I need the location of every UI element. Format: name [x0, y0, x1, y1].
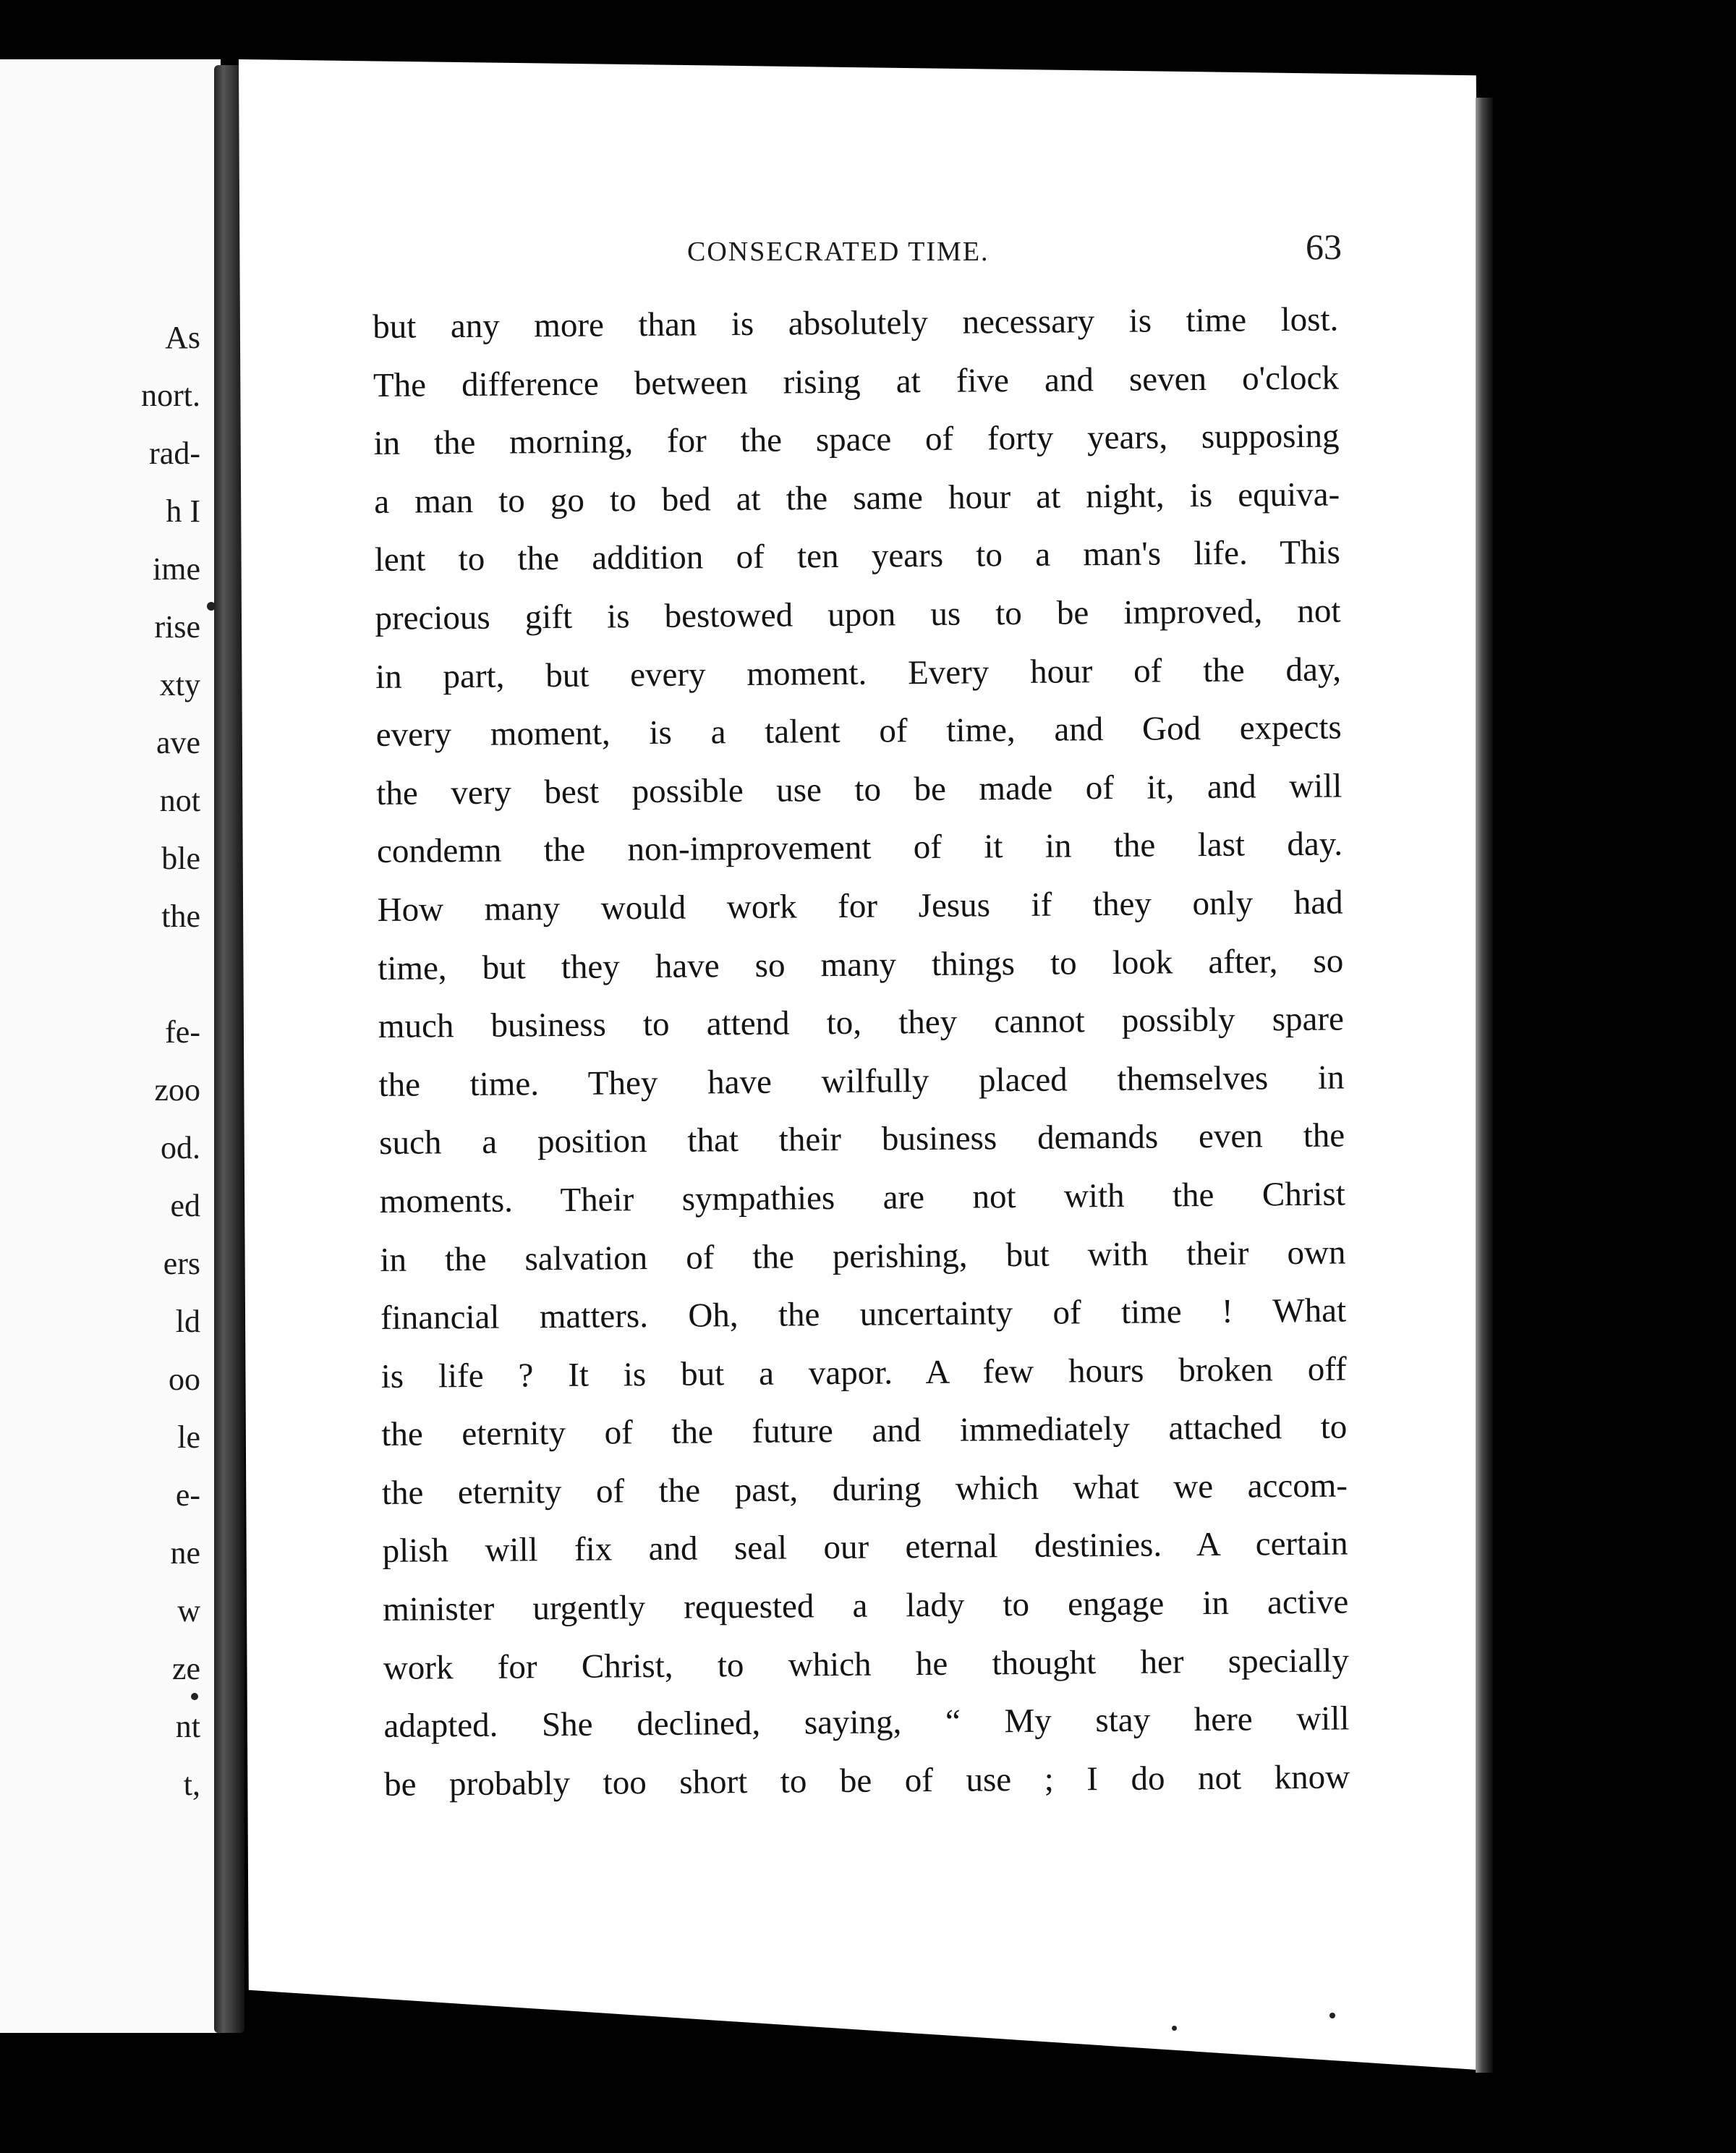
ink-speck	[1172, 2026, 1177, 2031]
running-head: CONSECRATED TIME.	[687, 237, 990, 267]
facing-page-fragment: e-	[175, 1477, 200, 1513]
text-line: the time. They have wilfully placed themselves in	[378, 1058, 1345, 1104]
text-line: in the morning, for the space of forty years, supposing	[373, 417, 1340, 463]
facing-page-fragment: ime	[153, 551, 200, 587]
facing-page-fragment: rise	[154, 609, 200, 645]
text-line: The difference between rising at five and seven o'clock	[373, 359, 1340, 404]
ink-speck	[191, 1693, 198, 1700]
facing-page-fragment: le	[177, 1419, 200, 1455]
facing-page-fragment: ne	[170, 1535, 200, 1571]
text-line: be probably too short to be of use ; I do not know	[383, 1758, 1350, 1804]
text-line: in part, but every moment. Every hour of the day,	[375, 650, 1342, 696]
facing-page-fragment: ld	[175, 1304, 200, 1339]
text-line: the very best possible use to be made of it, and will	[376, 767, 1343, 812]
facing-page-fragment: nt	[175, 1709, 200, 1744]
facing-page-fragment: h I	[166, 493, 200, 529]
text-line: work for Christ, to which he thought her specially	[383, 1642, 1350, 1687]
text-line: moments. Their sympathies are not with the Christ	[379, 1175, 1345, 1220]
facing-page-text-column	[141, 309, 200, 1814]
facing-page-fragment: not	[159, 783, 200, 818]
facing-page-fragment: ers	[163, 1246, 200, 1281]
facing-page-fragment: ble	[161, 841, 200, 876]
ink-speck	[207, 602, 216, 611]
facing-page-fragment: ave	[156, 725, 200, 760]
page-edge-shadow	[1476, 98, 1493, 2073]
text-line: such a position that their business demands even the	[378, 1116, 1345, 1163]
facing-page-fragment: the	[161, 899, 200, 934]
facing-page-fragment: zoo	[154, 1072, 200, 1108]
text-line: much business to attend to, they cannot possibly spare	[378, 1000, 1345, 1046]
text-line: the eternity of the future and immediately attached to	[381, 1408, 1348, 1454]
text-line: lent to the addition of ten years to a man's life. This	[374, 533, 1341, 579]
facing-page-fragment: ed	[170, 1188, 200, 1223]
page-header	[387, 226, 1342, 276]
text-line: every moment, is a talent of time, and God expects	[375, 708, 1342, 755]
facing-page-fragment: oo	[169, 1362, 200, 1397]
page-number: 63	[1306, 226, 1342, 267]
facing-page-fragment: fe-	[165, 1014, 200, 1050]
text-line: condemn the non-improvement of it in the last day.	[376, 825, 1343, 871]
facing-page-fragment: xty	[159, 667, 200, 702]
facing-page-fragment: ze	[171, 1651, 200, 1686]
text-line: precious gift is bestowed upon us to be improved, not	[375, 592, 1341, 637]
facing-page-fragment: As	[165, 320, 200, 355]
text-line: time, but they have so many things to look after, so	[378, 942, 1344, 988]
facing-page-fragment: t,	[183, 1767, 200, 1802]
text-line: adapted. She declined, saying, “ My stay here will	[383, 1699, 1350, 1746]
facing-page-fragment: rad-	[149, 436, 200, 471]
facing-page	[0, 59, 221, 2033]
text-line: How many would work for Jesus if they only had	[377, 883, 1343, 929]
text-line: is life ? It is but a vapor. A few hours broken off	[380, 1350, 1347, 1396]
facing-page-fragment: w	[177, 1593, 200, 1628]
ink-speck	[1329, 2013, 1335, 2018]
text-line: minister urgently requested a lady to engage in active	[383, 1583, 1349, 1629]
book-gutter	[214, 65, 244, 2033]
text-line: a man to go to bed at the same hour at night, is equiva-	[374, 475, 1340, 521]
text-line: but any more than is absolutely necessary is time lost.	[373, 300, 1339, 346]
text-line: financial matters. Oh, the uncertainty of time ! What	[380, 1291, 1347, 1338]
text-line: plish will fix and seal our eternal destinies. A certain	[382, 1524, 1348, 1571]
body-text	[373, 291, 1350, 1814]
facing-page-fragment: od.	[161, 1130, 200, 1165]
text-line: the eternity of the past, during which what we accom-	[381, 1466, 1348, 1512]
facing-page-fragment: nort.	[141, 378, 200, 413]
text-line: in the salvation of the perishing, but with their own	[380, 1233, 1346, 1279]
